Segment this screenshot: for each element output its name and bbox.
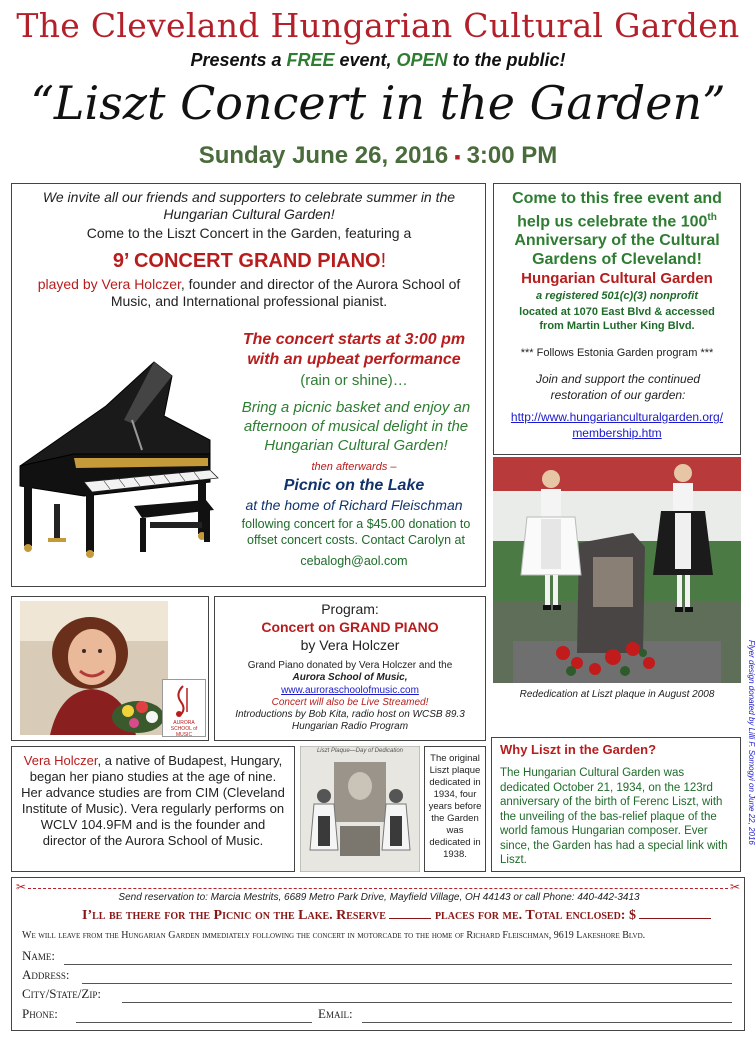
event-date: Sunday June 26, 2016 (198, 142, 449, 169)
plaque-text: The original Liszt plaque dedicated in 1934, four years before the Garden was dedicated in 1938. (428, 753, 482, 860)
picnic-title: Picnic on the Lake (283, 477, 425, 494)
why-text: The Hungarian Cultural Garden was dedicated October 21, 1934, on the 123rd anniversary of the birth of Ferenc Liszt, with the unveiling of the bas-relief plaque of the world famous Hungarian composer. Ever since, the Garden has had a special link with Liszt. (500, 767, 728, 866)
name-field[interactable] (64, 964, 732, 965)
concert-title: “Liszt Concert in the Garden” (30, 76, 726, 130)
free-event-box (493, 183, 741, 455)
bio-body: , a native of Budapest, Hungary, began her piano studies at the age of nine. Her advance studies are from CIM (Cleveland Institute of Music). Vera regularly performs on WCLV 104.9FM and is the founder and director of the Aurora School of Music. (21, 753, 285, 848)
grand-piano-icon (14, 354, 226, 564)
cut-line (28, 888, 728, 889)
motorcade-note: We will leave from the Hungarian Garden immediately following the concert in motorcade to the home of Richard Fleischman, 9619 Lakeshore Blvd. (22, 930, 646, 941)
places-field[interactable] (389, 918, 431, 919)
program-donated (239, 660, 461, 684)
why-box (491, 737, 741, 872)
performer-desc: , founder and director of the Aurora School of Music, and International professional pianist. (110, 276, 461, 309)
subtitle-open: OPEN (396, 50, 448, 70)
follows-estonia: *** Follows Estonia Garden program *** (520, 347, 714, 359)
address-field[interactable] (82, 983, 732, 984)
name-label: Name: (22, 948, 55, 963)
rededication-photo-box (493, 457, 741, 711)
subtitle-free: FREE (286, 50, 335, 70)
music-note-icon (163, 680, 205, 720)
date-separator: ▪ (454, 147, 461, 167)
invite-box (11, 183, 486, 587)
vera-photo-box (11, 596, 209, 741)
side-credit-text: Flyer design donated by Lilli F. Somogyi on June 22, 2016 (747, 640, 756, 845)
picnic-home: at the home of Richard Fleischman (245, 497, 463, 513)
city-label: City/State/Zip: (22, 986, 101, 1001)
program-heading: Concert on GRAND PIANO (261, 619, 439, 635)
program-donated-text: Grand Piano donated by Vera Holczer and the (247, 660, 453, 671)
why-heading: Why Liszt in the Garden? (500, 742, 657, 757)
reserve-text-a: I’ll be there for the Picnic on the Lake. Reserve (82, 908, 386, 923)
picnic-detail: following concert for a $45.00 donation to offset concert costs. Contact Carolyn at (241, 517, 471, 547)
send-reservation: Send reservation to: Marcia Mestrits, 6689 Metro Park Drive, Mayfield Village, OH 44143 or call Phone: 440-442-3413 (118, 892, 640, 903)
email-label: Email: (318, 1006, 353, 1021)
program-aurora: Aurora School of Music, (292, 672, 408, 683)
picnic-basket: Bring a picnic basket and enjoy an afternoon of musical delight in the Hungarian Cultural Garden! (241, 399, 471, 454)
date-line (0, 142, 756, 170)
subtitle-post: to the public! (447, 50, 566, 70)
reservation-form (11, 877, 745, 1031)
rededication-photo (493, 457, 741, 683)
side-credit (742, 640, 756, 880)
address-label: Address: (22, 967, 70, 982)
program-by: by Vera Holczer (300, 637, 400, 653)
join-support: Join and support the continued restoration of our garden: (535, 372, 701, 402)
event-time: 3:00 PM (466, 142, 558, 169)
reserve-line (82, 908, 711, 924)
piano-heading (12, 250, 487, 273)
org-name: Hungarian Cultural Garden (521, 270, 713, 287)
city-field[interactable] (122, 1002, 732, 1003)
vera-portrait (20, 601, 168, 735)
bio-name: Vera Holczer (23, 753, 98, 768)
celebrate-heading-a: Come to this free event and help us celebrate the 100 (512, 190, 722, 231)
concert-starts: The concert starts at 3:00 pm with an upbeat performance (242, 331, 466, 368)
bio-text (18, 753, 288, 849)
rain-or-shine: (rain or shine)… (300, 372, 408, 389)
scissors-icon: ✂ (729, 880, 740, 894)
email-field[interactable] (362, 1022, 732, 1023)
subtitle-pre: Presents a (190, 50, 287, 70)
aurora-logo-text: AURORA SCHOOL of MUSIC (170, 720, 198, 738)
live-stream: Concert will also be Live Streamed! (271, 697, 429, 708)
invite-line1: We invite all our friends and supporters to celebrate summer in the Hungarian Cultural Garden! (42, 189, 456, 222)
plaque-photo (300, 746, 420, 872)
program-label: Program: (321, 601, 379, 617)
scissors-icon: ✂ (16, 880, 27, 894)
celebrate-heading-b: Anniversary of the Cultural Gardens of Cleveland! (514, 232, 720, 269)
membership-link[interactable]: http://www.hungarianculturalgarden.org/ membership.htm (510, 410, 724, 440)
total-field[interactable] (639, 918, 711, 919)
celebrate-heading-sup: th (707, 212, 717, 223)
phone-label: Phone: (22, 1006, 58, 1021)
photo-caption: Rededication at Liszt plaque in August 2008 (519, 689, 715, 700)
subtitle-mid: event, (334, 50, 397, 70)
celebrate-heading (502, 189, 732, 269)
piano-heading-bang: ! (380, 250, 387, 272)
aurora-logo (162, 679, 206, 737)
program-intro: Introductions by Bob Kita, radio host on WCSB 89.3 Hungarian Radio Program (235, 709, 465, 732)
played-by (18, 276, 480, 310)
reserve-text-b: places for me. Total enclosed: $ (434, 908, 636, 923)
plaque-photo-caption: Liszt Plaque—Day of Dedication (316, 748, 404, 754)
phone-field[interactable] (76, 1022, 312, 1023)
bio-box (11, 746, 295, 872)
then-afterwards: then afterwards – (311, 461, 397, 473)
plaque-box (300, 746, 486, 872)
page-title: The Cleveland Hungarian Cultural Garden (16, 6, 740, 45)
performer-name: played by Vera Holczer (37, 276, 181, 292)
aurora-link[interactable]: www.auroraschoolofmusic.com (281, 685, 419, 696)
invite-line2: Come to the Liszt Concert in the Garden, featuring a (86, 225, 412, 241)
program-box (214, 596, 486, 741)
nonprofit-status: a registered 501(c)(3) nonprofit (536, 290, 698, 302)
location: located at 1070 East Blvd & accessed from Martin Luther King Blvd. (519, 306, 715, 332)
contact-email[interactable]: cebalogh@aol.com (300, 554, 408, 568)
plaque-text-box (424, 746, 486, 872)
piano-heading-text: 9’ CONCERT GRAND PIANO (112, 250, 381, 272)
subtitle (0, 50, 756, 71)
